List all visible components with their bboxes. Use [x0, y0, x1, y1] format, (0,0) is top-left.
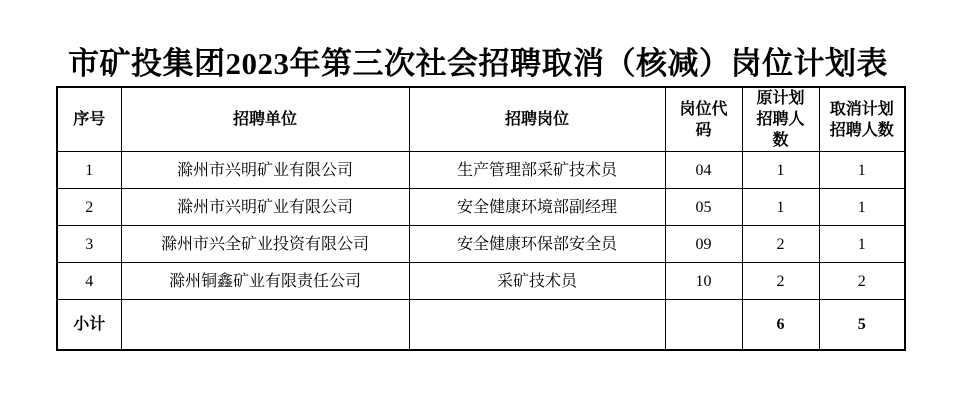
cell-code: 05	[665, 189, 742, 226]
page-title: 市矿投集团2023年第三次社会招聘取消（核减）岗位计划表	[68, 46, 888, 81]
table-row	[57, 152, 905, 189]
subtotal-code-empty	[665, 300, 742, 350]
cell-position: 安全健康环境部副经理	[409, 189, 665, 226]
cell-position: 生产管理部采矿技术员	[409, 152, 665, 189]
cell-planned: 1	[742, 152, 819, 189]
cell-planned: 1	[742, 189, 819, 226]
cell-seq: 1	[57, 152, 121, 189]
cell-seq: 3	[57, 226, 121, 263]
header-position: 招聘岗位	[409, 87, 665, 152]
cell-cancelled: 1	[819, 152, 905, 189]
header-cancelled: 取消计划招聘人数	[819, 87, 905, 152]
cell-planned: 2	[742, 226, 819, 263]
subtotal-row	[57, 300, 905, 350]
table-header-row	[57, 87, 905, 152]
cell-seq: 2	[57, 189, 121, 226]
table-row	[57, 189, 905, 226]
subtotal-cancelled: 5	[819, 300, 905, 350]
cell-code: 04	[665, 152, 742, 189]
cell-code: 10	[665, 263, 742, 300]
cell-unit: 滁州铜鑫矿业有限责任公司	[121, 263, 409, 300]
header-planned: 原计划招聘人数	[742, 87, 819, 152]
subtotal-position-empty	[409, 300, 665, 350]
recruitment-cancellation-table	[56, 86, 906, 351]
header-code: 岗位代码	[665, 87, 742, 152]
cell-position: 采矿技术员	[409, 263, 665, 300]
subtotal-label: 小计	[57, 300, 121, 350]
cell-code: 09	[665, 226, 742, 263]
header-seq: 序号	[57, 87, 121, 152]
cell-planned: 2	[742, 263, 819, 300]
cell-cancelled: 1	[819, 189, 905, 226]
cell-unit: 滁州市兴明矿业有限公司	[121, 189, 409, 226]
header-unit: 招聘单位	[121, 87, 409, 152]
cell-position: 安全健康环保部安全员	[409, 226, 665, 263]
subtotal-unit-empty	[121, 300, 409, 350]
cell-seq: 4	[57, 263, 121, 300]
subtotal-planned: 6	[742, 300, 819, 350]
cell-cancelled: 1	[819, 226, 905, 263]
cell-cancelled: 2	[819, 263, 905, 300]
table-row	[57, 226, 905, 263]
cell-unit: 滁州市兴明矿业有限公司	[121, 152, 409, 189]
table-row	[57, 263, 905, 300]
cell-unit: 滁州市兴全矿业投资有限公司	[121, 226, 409, 263]
